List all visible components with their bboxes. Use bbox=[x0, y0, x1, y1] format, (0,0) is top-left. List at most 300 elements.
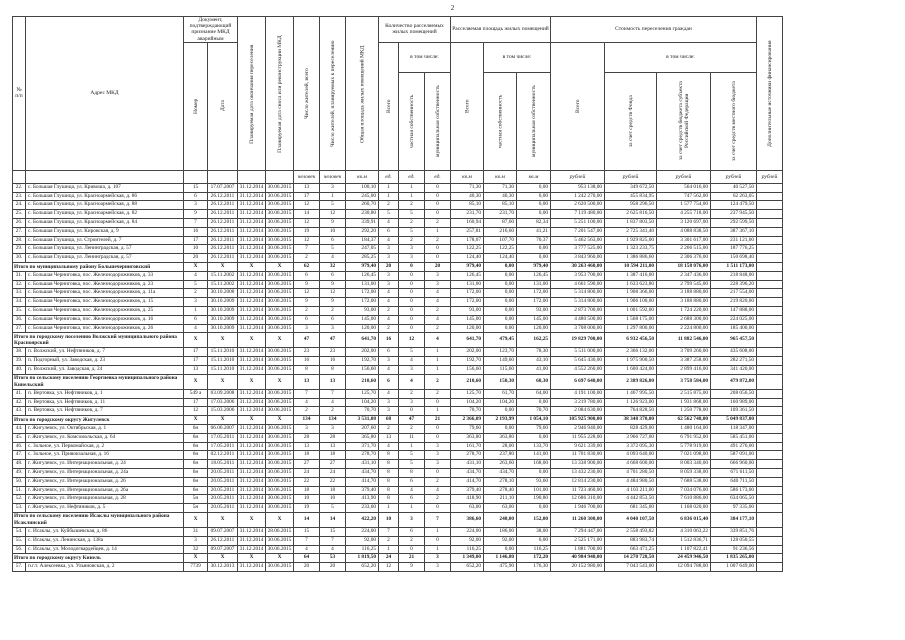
table-cell: 30.06.2015 bbox=[266, 545, 294, 554]
table-cell: 156,60 bbox=[346, 365, 379, 374]
table-cell: 30.10.2008 bbox=[208, 289, 238, 298]
table-cell: 15.11.2002 bbox=[208, 280, 238, 289]
table-cell: 0,00 bbox=[517, 201, 551, 210]
header-extra: Дополнительные источники финансирования bbox=[757, 17, 783, 171]
table-cell: 1 bbox=[425, 227, 451, 236]
table-cell: X bbox=[266, 262, 294, 271]
table-cell: 245,00 bbox=[346, 192, 379, 201]
table-cell: 3 843 960,00 bbox=[551, 254, 605, 263]
table-cell: X bbox=[238, 416, 266, 425]
table-cell: 7 bbox=[294, 536, 320, 545]
total-label: Итого по городскому округу Жигулевск bbox=[13, 416, 184, 425]
address-cell: с. Зольное, ул. Первомайская, д. 2 bbox=[26, 442, 184, 451]
table-cell: 31.12.2014 bbox=[238, 219, 266, 228]
table-cell: 260,70 bbox=[346, 201, 379, 210]
table-row bbox=[13, 280, 783, 289]
table-cell: 30.06.2015 bbox=[266, 192, 294, 201]
table-cell: 2 688 300,00 bbox=[657, 315, 711, 324]
table-cell: 9 621 339,00 bbox=[551, 442, 605, 451]
table-row bbox=[13, 192, 783, 201]
table-cell: 31.12.2014 bbox=[238, 407, 266, 416]
table-cell: 57. bbox=[13, 563, 26, 572]
table-cell: 187 776,25 bbox=[711, 245, 757, 254]
table-cell: 0 bbox=[425, 433, 451, 442]
header-cost-fund: за счет средств Фонда bbox=[605, 72, 657, 170]
resettlement-table bbox=[12, 16, 783, 572]
table-row bbox=[13, 504, 783, 513]
table-cell: 652,20 bbox=[346, 563, 379, 572]
table-cell: 8 bbox=[379, 486, 399, 495]
header-cost-incl: в том числе: bbox=[605, 42, 757, 72]
table-cell: 31.12.2014 bbox=[238, 451, 266, 460]
table-cell: 115,60 bbox=[484, 365, 517, 374]
table-cell: 365,80 bbox=[346, 433, 379, 442]
table-cell: 3 bbox=[425, 271, 451, 280]
table-cell: 31.12.2014 bbox=[238, 504, 266, 513]
table-cell: 30.06.2015 bbox=[266, 389, 294, 398]
table-cell bbox=[757, 398, 783, 407]
table-cell bbox=[757, 424, 783, 433]
table-cell: 28 bbox=[294, 433, 320, 442]
table-cell: 116,25 bbox=[451, 545, 484, 554]
address-cell: п.г.т. Алексеевка, ул. Ульяновская, д. 2 bbox=[26, 563, 184, 572]
table-cell: 14 bbox=[294, 512, 320, 527]
table-cell: 26.12.2011 bbox=[208, 536, 238, 545]
table-cell: 1 001 592,00 bbox=[605, 306, 657, 315]
address-cell: с. Большая Черниговка, пос. Железнодорожников, д. 33 bbox=[26, 271, 184, 280]
table-cell: 0,00 bbox=[484, 298, 517, 307]
table-cell: 4 093 640,00 bbox=[605, 451, 657, 460]
table-cell: 126,45 bbox=[346, 271, 379, 280]
table-cell: 4 bbox=[184, 324, 208, 333]
table-cell: 26.12.2011 bbox=[208, 219, 238, 228]
table-cell: 0 bbox=[425, 504, 451, 513]
table-cell bbox=[757, 554, 783, 563]
table-row bbox=[13, 210, 783, 219]
table-cell bbox=[757, 374, 783, 389]
table-cell: 1 bbox=[379, 504, 399, 513]
table-cell: 6 bbox=[379, 348, 399, 357]
header-cost-group: Стоимость переселения граждан bbox=[551, 17, 757, 43]
table-cell: 1 512 836,71 bbox=[657, 536, 711, 545]
table-cell: 1 bbox=[399, 504, 425, 513]
table-cell: 15.03.2006 bbox=[208, 407, 238, 416]
header-area-group: Расселяемая площадь жилых помещений bbox=[451, 17, 551, 43]
table-cell: 21 bbox=[399, 554, 425, 563]
unit-cell: ед. bbox=[379, 170, 399, 183]
table-cell: 278,70 bbox=[346, 451, 379, 460]
table-cell: 14 bbox=[294, 210, 320, 219]
table-cell: 23 bbox=[320, 348, 346, 357]
table-cell: 2 bbox=[425, 306, 451, 315]
table-cell: 17 bbox=[184, 348, 208, 357]
table-cell: 30.06.2015 bbox=[266, 271, 294, 280]
table-cell: 31.12.2014 bbox=[238, 460, 266, 469]
table-cell: 15.11.2010 bbox=[208, 365, 238, 374]
table-cell: 172,00 bbox=[517, 289, 551, 298]
table-cell: 8 003 340,00 bbox=[657, 460, 711, 469]
table-cell: 123,70 bbox=[484, 348, 517, 357]
table-cell: 0 bbox=[399, 545, 425, 554]
table-row bbox=[13, 271, 783, 280]
table-cell bbox=[757, 298, 783, 307]
table-cell: 455 834,95 bbox=[605, 192, 657, 201]
table-cell: 292,20 bbox=[346, 227, 379, 236]
table-cell: 240,00 bbox=[484, 512, 517, 527]
header-count-group: Количество расселяемых жилых помещений bbox=[379, 17, 451, 43]
table-cell: 15.11.2010 bbox=[208, 357, 238, 366]
table-cell: 3 188 880,00 bbox=[657, 298, 711, 307]
table-cell: 18 bbox=[294, 451, 320, 460]
table-row bbox=[13, 298, 783, 307]
table-cell: 19 bbox=[294, 504, 320, 513]
table-row bbox=[13, 306, 783, 315]
table-cell: 78,30 bbox=[517, 348, 551, 357]
table-row bbox=[13, 324, 783, 333]
table-cell: 24 bbox=[294, 468, 320, 477]
table-cell: 145,00 bbox=[451, 315, 484, 324]
table-cell: 6 bbox=[399, 527, 425, 536]
table-cell: X bbox=[184, 512, 208, 527]
unit-cell: рублей bbox=[657, 170, 711, 183]
table-cell: 231,70 bbox=[484, 210, 517, 219]
table-cell: 224,00 bbox=[346, 527, 379, 536]
table-cell: 30.06.2015 bbox=[266, 407, 294, 416]
table-cell: 2 bbox=[399, 536, 425, 545]
table-cell: 20.05.2011 bbox=[208, 468, 238, 477]
table-cell: 4 310 063,22 bbox=[657, 527, 711, 536]
table-cell: 681 345,00 bbox=[605, 504, 657, 513]
table-cell: 640 711,50 bbox=[711, 477, 757, 486]
table-cell: 18 bbox=[320, 486, 346, 495]
table-cell: 43,10 bbox=[517, 357, 551, 366]
units-row bbox=[13, 170, 783, 183]
table-cell: 64 bbox=[294, 554, 320, 563]
address-cell: с. Большая Глушица, ул. Красноармейская, д. 82 bbox=[26, 210, 184, 219]
table-cell: 10 bbox=[184, 245, 208, 254]
table-cell: 12 bbox=[294, 289, 320, 298]
table-cell: 1 bbox=[399, 183, 425, 192]
table-cell: 64,00 bbox=[517, 389, 551, 398]
table-cell: 3 bbox=[399, 398, 425, 407]
table-cell: 0 bbox=[425, 201, 451, 210]
table-cell: 3 709 260,00 bbox=[657, 348, 711, 357]
table-cell: 104,20 bbox=[484, 398, 517, 407]
table-cell: 278,40 bbox=[484, 486, 517, 495]
table-cell: X bbox=[208, 262, 238, 271]
table-cell: 3 758 584,00 bbox=[657, 374, 711, 389]
table-cell: 1 146,80 bbox=[484, 554, 517, 563]
table-cell: 172,20 bbox=[517, 554, 551, 563]
table-cell: 172,00 bbox=[451, 298, 484, 307]
address-cell: г. Жигулевск, ул. Комсомольская, д. 64 bbox=[26, 433, 184, 442]
table-cell: 1 349,00 bbox=[451, 554, 484, 563]
table-cell: 40. bbox=[13, 365, 26, 374]
table-cell: 63,00 bbox=[451, 504, 484, 513]
table-cell: 30.06.2015 bbox=[266, 219, 294, 228]
table-cell: 1 908 366,00 bbox=[605, 289, 657, 298]
table-cell: 30.06.2015 bbox=[266, 451, 294, 460]
table-cell: 31.12.2014 bbox=[238, 357, 266, 366]
table-cell: 30.06.2015 bbox=[266, 183, 294, 192]
table-cell: 339,91 bbox=[346, 219, 379, 228]
table-cell: X bbox=[266, 554, 294, 563]
header-residents: Число жителей, всего bbox=[294, 17, 320, 171]
table-cell: 4 480 500,00 bbox=[551, 315, 605, 324]
table-cell: 172,00 bbox=[346, 289, 379, 298]
table-cell: 70,37 bbox=[517, 236, 551, 245]
table-cell: 31.12.2014 bbox=[238, 298, 266, 307]
table-cell bbox=[757, 210, 783, 219]
table-cell: 979,40 bbox=[346, 262, 379, 271]
table-cell bbox=[757, 527, 783, 536]
table-cell: 26.12.2011 bbox=[208, 236, 238, 245]
table-cell: 8 bbox=[379, 495, 399, 504]
total-row bbox=[13, 333, 783, 348]
table-cell: 418,90 bbox=[451, 495, 484, 504]
table-cell: 5 bbox=[320, 201, 346, 210]
table-cell: 9 bbox=[399, 563, 425, 572]
table-cell: 953 138,00 bbox=[551, 183, 605, 192]
table-cell: 160 989,00 bbox=[711, 398, 757, 407]
table-cell: 63,00 bbox=[484, 504, 517, 513]
table-cell: 2 946 940,00 bbox=[551, 424, 605, 433]
table-cell: 145,00 bbox=[517, 315, 551, 324]
table-cell: 2 366,09 bbox=[451, 416, 484, 425]
table-cell: X bbox=[184, 333, 208, 348]
table-cell: 31.12.2014 bbox=[238, 424, 266, 433]
table-cell: 5 bbox=[379, 210, 399, 219]
address-cell: с. Большая Черниговка, пос. Железнодорожников, д. 16 bbox=[26, 315, 184, 324]
table-cell: 13 bbox=[320, 374, 346, 389]
table-cell: X bbox=[208, 554, 238, 563]
table-cell: 7 043 543,00 bbox=[605, 563, 657, 572]
table-cell: 156,60 bbox=[451, 365, 484, 374]
table-cell: 29. bbox=[13, 245, 26, 254]
table-cell: 22 bbox=[294, 477, 320, 486]
table-cell bbox=[757, 236, 783, 245]
table-cell: 2 bbox=[379, 536, 399, 545]
table-cell: 124,40 bbox=[484, 254, 517, 263]
address-cell: с. Большая Черниговка, пос. Железнодорожников, д. 26 bbox=[26, 324, 184, 333]
table-cell: 131,00 bbox=[451, 280, 484, 289]
table-cell: 341 420,00 bbox=[711, 365, 757, 374]
table-cell: 131,00 bbox=[517, 280, 551, 289]
table-cell: 5 bbox=[184, 280, 208, 289]
table-cell bbox=[757, 262, 783, 271]
table-cell: X bbox=[266, 374, 294, 389]
table-cell: 16 bbox=[294, 357, 320, 366]
table-cell: 118 347,00 bbox=[711, 424, 757, 433]
table-cell: 1 837 803,50 bbox=[605, 219, 657, 228]
table-cell: 257,81 bbox=[451, 227, 484, 236]
table-cell: 16 bbox=[184, 227, 208, 236]
table-row bbox=[13, 407, 783, 416]
table-cell: 0 bbox=[425, 536, 451, 545]
table-cell: 176,30 bbox=[517, 563, 551, 572]
table-cell: 587 091,00 bbox=[711, 451, 757, 460]
table-cell bbox=[757, 460, 783, 469]
table-cell: 5н bbox=[184, 504, 208, 513]
address-cell: с. Большая Глушица, ул. Строителей, д. 7 bbox=[26, 236, 184, 245]
table-cell: 20.05.2011 bbox=[208, 504, 238, 513]
table-cell: 2 bbox=[399, 236, 425, 245]
table-cell: 8 bbox=[379, 460, 399, 469]
table-cell: 31.12.2014 bbox=[238, 545, 266, 554]
table-row bbox=[13, 219, 783, 228]
table-row bbox=[13, 315, 783, 324]
table-cell: 1 bbox=[425, 365, 451, 374]
table-cell: 36. bbox=[13, 315, 26, 324]
table-cell: 32. bbox=[13, 280, 26, 289]
table-cell: 6 791 952,00 bbox=[657, 433, 711, 442]
table-cell: 0 bbox=[425, 183, 451, 192]
header-count-incl: в том числе: bbox=[399, 42, 451, 72]
table-cell: X bbox=[266, 512, 294, 527]
table-cell: 663 471,25 bbox=[605, 545, 657, 554]
table-cell: 43. bbox=[13, 407, 26, 416]
table-cell: 4 bbox=[379, 315, 399, 324]
table-cell: 4 661 590,00 bbox=[551, 280, 605, 289]
table-row bbox=[13, 201, 783, 210]
table-cell: 1 906 100,00 bbox=[605, 298, 657, 307]
table-cell: 30.06.2015 bbox=[266, 365, 294, 374]
table-cell: 4 bbox=[399, 374, 425, 389]
table-cell: 292 599,50 bbox=[711, 219, 757, 228]
table-cell: 30.06.2015 bbox=[266, 210, 294, 219]
table-cell: 210,60 bbox=[451, 374, 484, 389]
table-cell: 3 bbox=[320, 424, 346, 433]
table-cell: 5 bbox=[399, 227, 425, 236]
table-cell: 133,70 bbox=[517, 442, 551, 451]
table-cell: 4 bbox=[379, 236, 399, 245]
table-cell: 0 bbox=[425, 245, 451, 254]
table-cell: 23. bbox=[13, 192, 26, 201]
table-cell: 2 899 416,00 bbox=[657, 365, 711, 374]
table-cell: 26.12.2011 bbox=[208, 245, 238, 254]
address-cell: с. Исаклы, ул. Ленинская, д. 138а bbox=[26, 536, 184, 545]
table-cell: 47 bbox=[399, 416, 425, 425]
table-cell: 379,40 bbox=[451, 486, 484, 495]
table-cell: 31.12.2014 bbox=[238, 527, 266, 536]
table-cell: 4 bbox=[379, 298, 399, 307]
table-cell: 31.12.2014 bbox=[238, 477, 266, 486]
table-cell: 1 bbox=[425, 527, 451, 536]
table-row bbox=[13, 254, 783, 263]
table-cell: 5 251 100,00 bbox=[551, 219, 605, 228]
table-cell: 1 bbox=[379, 545, 399, 554]
address-cell: г. Жигулевск, ул. Интернациональная, д. 26 bbox=[26, 477, 184, 486]
table-cell: 15 bbox=[294, 527, 320, 536]
table-row bbox=[13, 451, 783, 460]
header-count-total: Всего bbox=[379, 42, 399, 170]
table-cell: 231,70 bbox=[451, 210, 484, 219]
table-cell: 162,25 bbox=[517, 333, 551, 348]
unit-cell: человек bbox=[320, 170, 346, 183]
table-cell: 147 888,00 bbox=[711, 306, 757, 315]
table-cell: 122,25 bbox=[484, 245, 517, 254]
table-cell: 0 bbox=[425, 192, 451, 201]
table-cell: 2 bbox=[379, 201, 399, 210]
table-cell: 0 bbox=[399, 306, 425, 315]
table-cell: 3 bbox=[379, 254, 399, 263]
table-cell: 17 bbox=[294, 192, 320, 201]
table-cell: 3 708 000,00 bbox=[551, 324, 605, 333]
table-cell: 12 bbox=[320, 289, 346, 298]
table-cell: 0,00 bbox=[517, 504, 551, 513]
table-cell: 641,70 bbox=[451, 333, 484, 348]
table-cell: 10 bbox=[294, 495, 320, 504]
table-cell: 634 065,50 bbox=[711, 495, 757, 504]
table-cell: 1 bbox=[184, 306, 208, 315]
table-cell: 68 bbox=[379, 416, 399, 425]
table-cell: 7 201 547,00 bbox=[551, 227, 605, 236]
table-cell: 1 931 868,00 bbox=[657, 398, 711, 407]
table-cell: 30.06.2015 bbox=[266, 254, 294, 263]
table-row bbox=[13, 442, 783, 451]
table-cell: 6н bbox=[184, 442, 208, 451]
table-cell: 4 bbox=[320, 254, 346, 263]
table-cell: 0,00 bbox=[517, 433, 551, 442]
table-cell: 1 577 754,00 bbox=[657, 201, 711, 210]
table-cell: 3 531,08 bbox=[346, 416, 379, 425]
table-cell: 4 bbox=[379, 442, 399, 451]
table-cell: 15 bbox=[184, 183, 208, 192]
table-cell: 3 bbox=[425, 451, 451, 460]
table-cell: X bbox=[184, 374, 208, 389]
table-cell: 219 820,00 bbox=[711, 298, 757, 307]
unit-cell: кв.м bbox=[484, 170, 517, 183]
table-cell: 9 bbox=[320, 298, 346, 307]
table-cell: 5 645 430,00 bbox=[551, 357, 605, 366]
table-cell: 92,00 bbox=[484, 536, 517, 545]
table-cell: 349 672,50 bbox=[605, 183, 657, 192]
table-cell: 40 984 940,00 bbox=[551, 554, 605, 563]
table-cell: 124,40 bbox=[451, 254, 484, 263]
header-cost-subject: за счет средств бюджета субъекта Российской Федерации bbox=[657, 72, 711, 170]
table-cell: X bbox=[184, 416, 208, 425]
table-cell: 371,70 bbox=[346, 442, 379, 451]
table-cell: 479 872,00 bbox=[711, 374, 757, 389]
table-cell: 33. bbox=[13, 289, 26, 298]
table-cell: 24 459 946,50 bbox=[657, 554, 711, 563]
table-cell: 8 bbox=[379, 468, 399, 477]
table-cell: 30.06.2015 bbox=[266, 315, 294, 324]
table-row bbox=[13, 468, 783, 477]
table-cell: 1 168 020,00 bbox=[657, 504, 711, 513]
table-cell: 2 bbox=[379, 424, 399, 433]
table-cell: 13 bbox=[184, 365, 208, 374]
table-cell bbox=[757, 563, 783, 572]
table-cell: 70,70 bbox=[451, 407, 484, 416]
table-cell: 6 bbox=[320, 315, 346, 324]
table-cell: 15 bbox=[320, 527, 346, 536]
table-cell: 20 bbox=[320, 563, 346, 572]
address-cell: с. Зольное, ул. Привокзальная, д. 16 bbox=[26, 451, 184, 460]
table-cell: 2 bbox=[425, 477, 451, 486]
table-cell: 3 bbox=[399, 365, 425, 374]
table-cell: 62 263,05 bbox=[711, 192, 757, 201]
table-cell: 1 724 220,00 bbox=[657, 306, 711, 315]
table-cell: 9 bbox=[294, 280, 320, 289]
table-cell: 6 bbox=[294, 315, 320, 324]
table-cell: 91 236,56 bbox=[711, 545, 757, 554]
table-cell: 2 625 816,50 bbox=[605, 210, 657, 219]
table-cell: 2 bbox=[425, 236, 451, 245]
table-cell: 8 059 338,00 bbox=[657, 468, 711, 477]
table-cell: X bbox=[238, 262, 266, 271]
table-cell: 3 bbox=[184, 298, 208, 307]
